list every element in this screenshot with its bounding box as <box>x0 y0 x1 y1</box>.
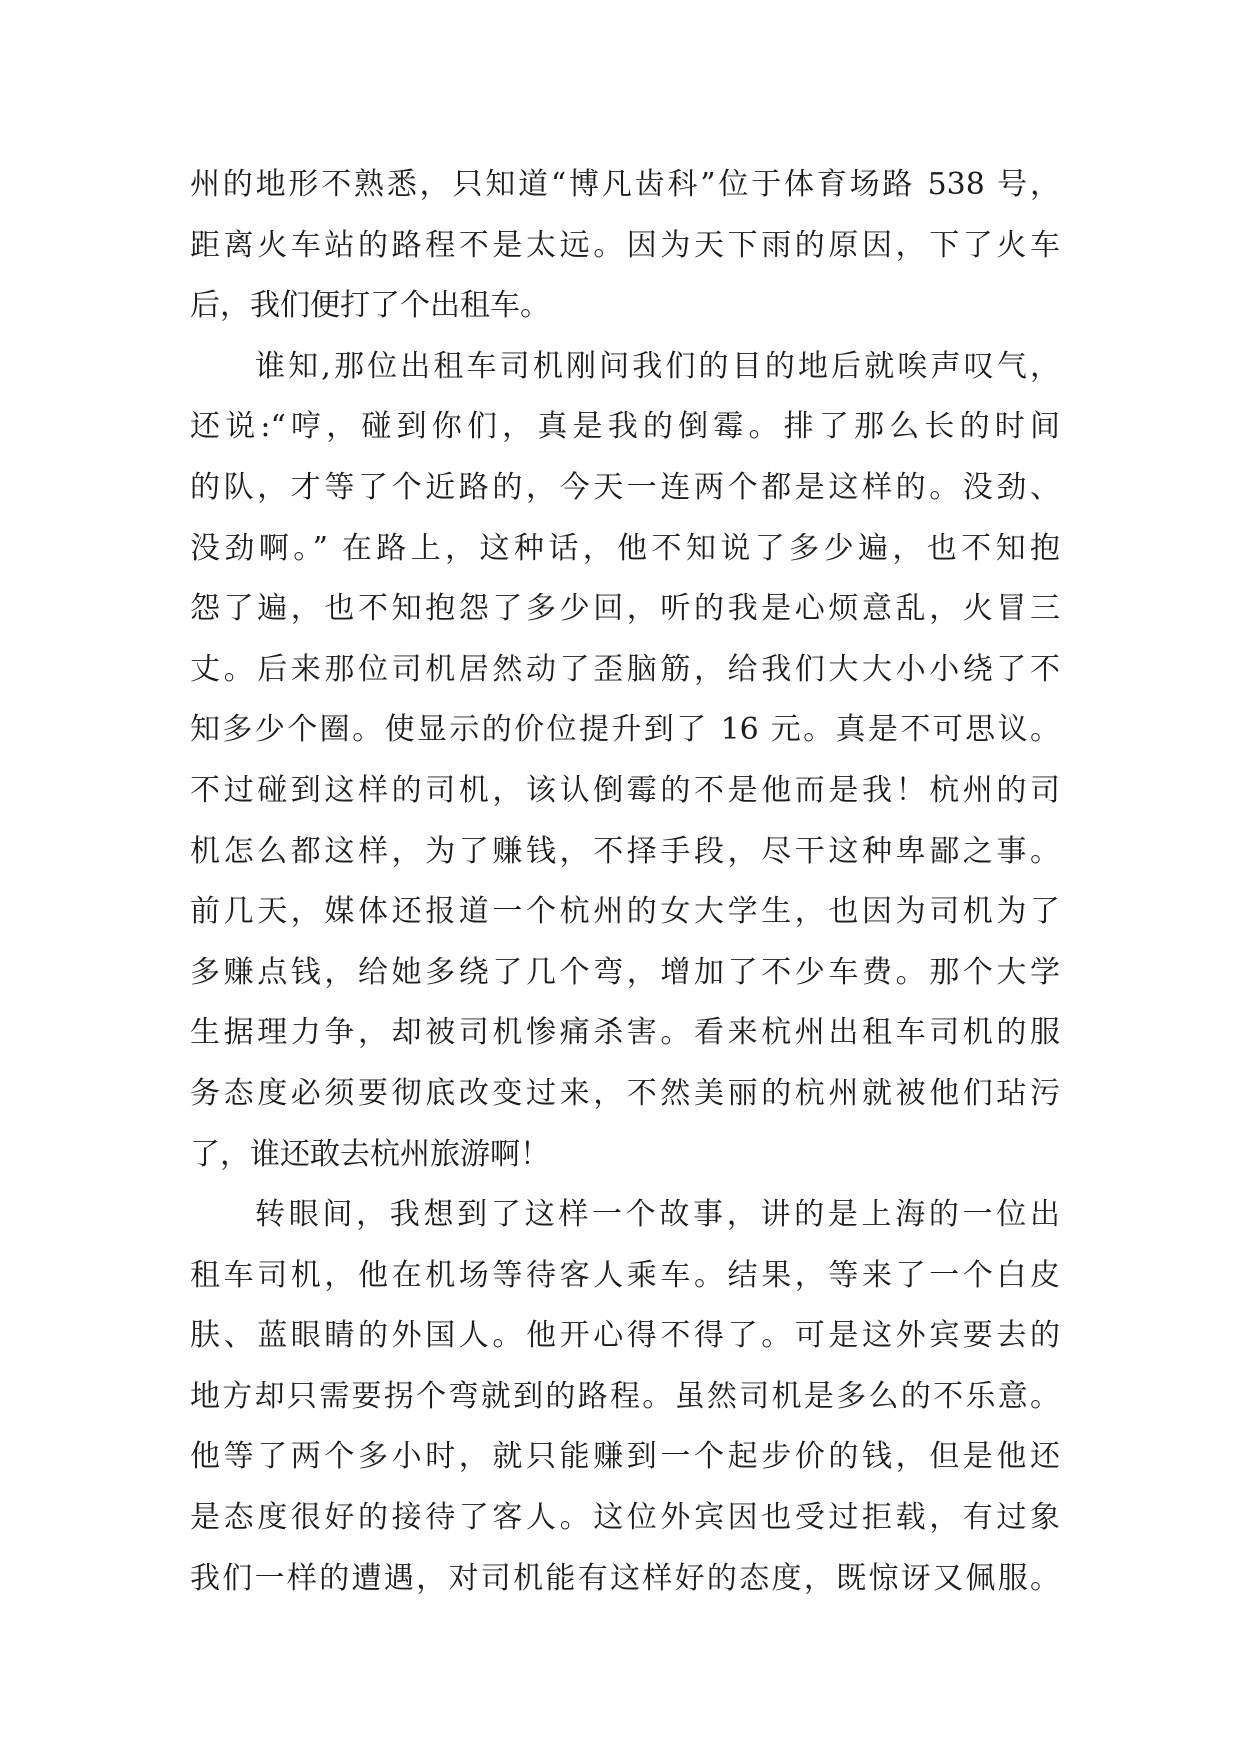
text-line: 后，我们便打了个出租车。 <box>190 288 550 324</box>
text-line: 机怎么都这样，为了赚钱，不择手段，尽干这种卑鄙之事。 <box>190 833 1060 869</box>
text-line: 的队，才等了个近路的，今天一连两个都是这样的。没劲、 <box>190 469 1060 505</box>
text-line: 还说:“哼，碰到你们，真是我的倒霉。排了那么长的时间 <box>190 409 1060 445</box>
text-line: 没劲啊。” 在路上，这种话，他不知说了多少遍，也不知抱 <box>190 530 1060 566</box>
text-line: 距离火车站的路程不是太远。因为天下雨的原因，下了火车 <box>190 227 1060 263</box>
text-line: 怨了遍，也不知抱怨了多少回，听的我是心烦意乱，火冒三 <box>190 591 1060 627</box>
text-line: 是态度很好的接待了客人。这位外宾因也受过拒载，有过象 <box>190 1500 1060 1536</box>
text-line: 不过碰到这样的司机，该认倒霉的不是他而是我！杭州的司 <box>190 772 1060 808</box>
text-line: 地方却只需要拐个弯就到的路程。虽然司机是多么的不乐意。 <box>190 1378 1060 1414</box>
text-line: 了，谁还敢去杭州旅游啊！ <box>190 1136 550 1172</box>
text-line: 生据理力争，却被司机惨痛杀害。看来杭州出租车司机的服 <box>190 1015 1060 1051</box>
text-line: 州的地形不熟悉，只知道“博凡齿科”位于体育场路 538 号， <box>190 167 1060 202</box>
text-line: 我们一样的遭遇，对司机能有这样好的态度，既惊讶又佩服。 <box>190 1560 1060 1596</box>
paragraph-first-line: 转眼间，我想到了这样一个故事，讲的是上海的一位出 <box>255 1197 1060 1233</box>
paragraph-first-line: 谁知,那位出租车司机刚问我们的目的地后就唉声叹气， <box>255 348 1060 384</box>
text-line: 多赚点钱，给她多绕了几个弯，增加了不少车费。那个大学 <box>190 954 1060 990</box>
body-text <box>190 155 1060 1609</box>
text-line: 丈。后来那位司机居然动了歪脑筋，给我们大大小小绕了不 <box>190 651 1060 687</box>
text-line: 他等了两个多小时，就只能赚到一个起步价的钱，但是他还 <box>190 1439 1060 1475</box>
text-line: 知多少个圈。使显示的价位提升到了 16 元。真是不可思议。 <box>190 712 1060 748</box>
text-line: 务态度必须要彻底改变过来，不然美丽的杭州就被他们玷污 <box>190 1075 1060 1111</box>
text-line: 租车司机，他在机场等待客人乘车。结果，等来了一个白皮 <box>190 1257 1060 1293</box>
text-line: 肤、蓝眼睛的外国人。他开心得不得了。可是这外宾要去的 <box>190 1318 1060 1354</box>
text-line: 前几天，媒体还报道一个杭州的女大学生，也因为司机为了 <box>190 894 1060 930</box>
